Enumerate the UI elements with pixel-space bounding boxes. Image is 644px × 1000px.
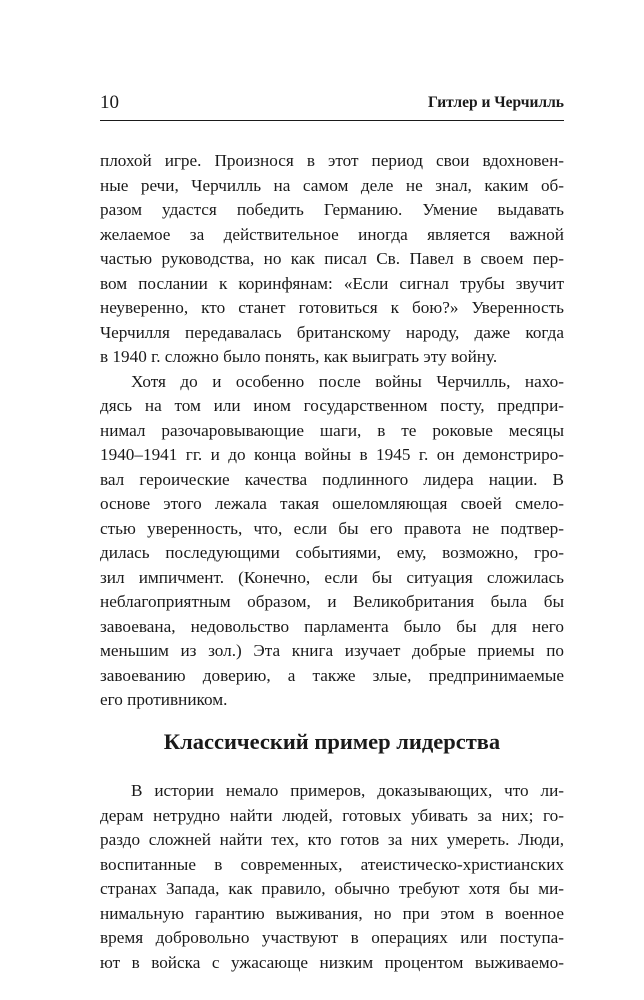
text-line: дерам нетрудно найти людей, готовых убивать за них; го- xyxy=(100,805,564,825)
text-line: основе этого лежала такая ошеломляющая своей смело- xyxy=(100,494,564,513)
text-line: 1940–1941 гг. и до конца войны в 1945 г. он демонстриро- xyxy=(100,445,564,464)
text-line: разом удастся победить Германию. Умение выдавать xyxy=(100,200,564,219)
page-number: 10 xyxy=(100,92,119,113)
page-header xyxy=(100,92,564,118)
text-line: неуверенно, кто станет готовиться к бою?» Уверенность xyxy=(100,298,564,317)
text-line: плохой игре. Произнося в этот период свои вдохновен- xyxy=(100,151,564,170)
section-title: Классический пример лидерства xyxy=(163,729,501,754)
text-line: нимал разочаровывающие шаги, в те роковые месяцы xyxy=(100,420,564,440)
text-line: дясь на том или ином государственном посту, предпри- xyxy=(100,396,564,415)
text-line: ют в войска с ужасающе низким процентом выживаемо- xyxy=(100,952,564,972)
text-line: Хотя до и особенно после войны Черчилль, нахо- xyxy=(131,371,564,391)
header-rule xyxy=(100,120,564,121)
text-line: завоеванию доверию, а также злые, предпринимаемые xyxy=(100,665,564,685)
text-line: В истории немало примеров, доказывающих, что ли- xyxy=(131,781,564,800)
text-line: в 1940 г. сложно было понять, как выиграть эту войну. xyxy=(100,347,498,366)
text-line: неблагоприятным образом, и Великобритания была бы xyxy=(100,592,564,611)
text-line: странах Запада, как правило, обычно требуют хотя бы ми- xyxy=(100,879,564,898)
text-line: меньшим из зол.) Эта книга изучает добрые приемы по xyxy=(100,641,564,660)
text-line: раздо сложней найти тех, кто готов за них умереть. Люди, xyxy=(100,830,564,849)
text-line: частью руководства, но как писал Св. Павел в своем пер- xyxy=(100,249,564,268)
text-line: нимальную гарантию выживания, но при этом в военное xyxy=(100,903,564,923)
text-line: вал героические качества подлинного лидера нации. В xyxy=(100,469,564,489)
text-line: вом послании к коринфянам: «Если сигнал трубы звучит xyxy=(100,273,564,293)
text-line: воспитанные в современных, атеистическо-христианских xyxy=(100,854,564,874)
text-line: стью уверенность, что, если бы его правота не подтвер- xyxy=(100,518,564,538)
text-line: зил импичмент. (Конечно, если бы ситуация сложилась xyxy=(100,567,564,587)
text-line: желаемое за действительное иногда является важной xyxy=(100,224,564,244)
text-line: время добровольно участвуют в операциях или поступа- xyxy=(100,928,564,947)
text-line: дилась последующими событиями, ему, возможно, гро- xyxy=(100,543,564,562)
text-line: Черчилля передавалась британскому народу, даже когда xyxy=(100,322,564,342)
text-line: ные речи, Черчилль на самом деле не знал, каким об- xyxy=(100,175,564,195)
running-title: Гитлер и Черчилль xyxy=(427,94,564,111)
text-line: его противником. xyxy=(100,690,228,709)
text-line: завоевана, недовольство парламента было бы для него xyxy=(100,616,564,636)
